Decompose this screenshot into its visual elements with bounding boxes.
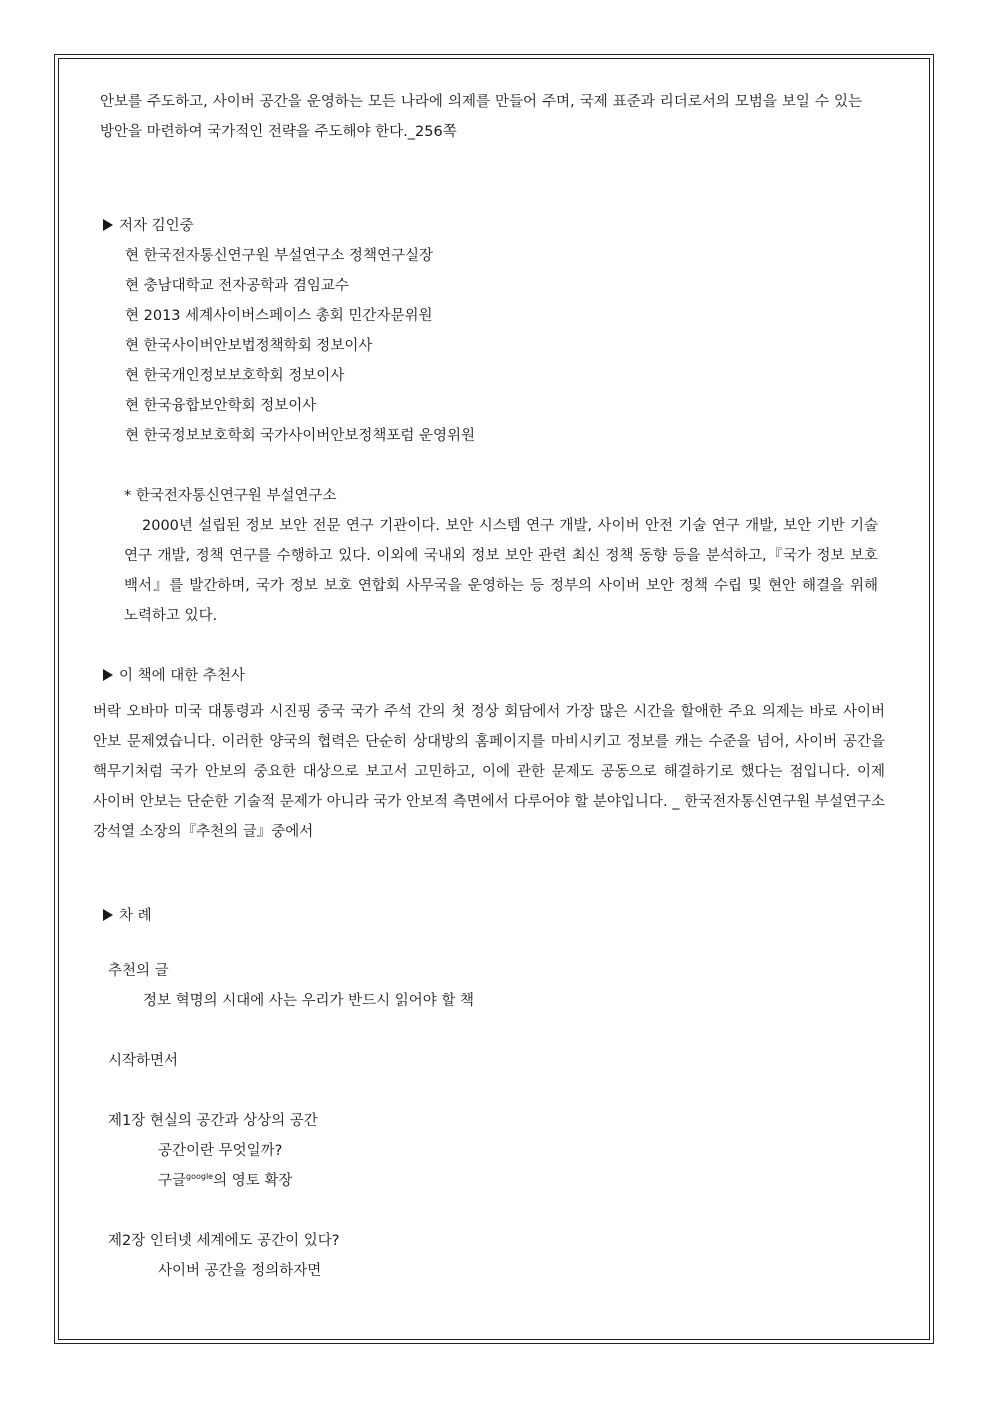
author-position: 현 한국사이버안보법정책학회 정보이사: [125, 338, 373, 354]
google-superscript: google: [186, 1172, 214, 1181]
institute-note-line: 연구 개발, 정책 연구를 수행하고 있다. 이외에 국내외 정보 보안 관련 최신 정책 동향 등을 분석하고,『국가 정보 보호: [124, 548, 878, 564]
institute-note-title: * 한국전자통신연구원 부설연구소: [124, 488, 337, 504]
author-position: 현 충남대학교 전자공학과 겸임교수: [125, 278, 349, 294]
toc-heading-text: 차 례: [119, 908, 152, 924]
institute-note-line: 노력하고 있다.: [124, 608, 218, 624]
recommendation-line: 핵무기처럼 국가 안보의 중요한 대상으로 보고서 고민하고, 이에 관한 문제도 공동으로 해결하기로 했다는 점입니다. 이제: [93, 764, 885, 780]
triangle-bullet-icon: [103, 909, 113, 921]
toc-heading: [103, 901, 152, 931]
author-position: 현 한국정보보호학회 국가사이버안보정책포럼 운영위원: [125, 428, 475, 444]
toc-item: [158, 1166, 292, 1196]
intro-line: 방안을 마련하여 국가적인 전략을 주도해야 한다._256쪽: [100, 124, 457, 140]
intro-paragraph: [100, 87, 862, 147]
toc-section-title: 시작하면서: [108, 1053, 179, 1069]
recommendation-line: 강석열 소장의『추천의 글』중에서: [93, 824, 314, 840]
author-position: 현 한국개인정보보호학회 정보이사: [125, 368, 345, 384]
toc-item: 사이버 공간을 정의하자면: [158, 1263, 322, 1279]
intro-line: 안보를 주도하고, 사이버 공간을 운영하는 모든 나라에 의제를 만들어 주며, 국제 표준과 리더로서의 모범을 보일 수 있는: [100, 94, 862, 110]
author-position: 현 한국전자통신연구원 부설연구소 정책연구실장: [125, 248, 433, 264]
recommendation-line: 안보 문제였습니다. 이러한 양국의 협력은 단순히 상대방의 홈페이지를 마비시키고 정보를 캐는 수준을 넘어, 사이버 공간을: [93, 734, 885, 750]
author-heading-text: 저자 김인중: [119, 218, 194, 234]
recommendation-line: 사이버 안보는 단순한 기술적 문제가 아니라 국가 안보적 측면에서 다루어야 할 분야입니다. _ 한국전자통신연구원 부설연구소: [93, 794, 885, 810]
toc-section-title: 제2장 인터넷 세계에도 공간이 있다?: [108, 1233, 340, 1249]
institute-note-line: 2000년 설립된 정보 보안 전문 연구 기관이다. 보안 시스템 연구 개발, 사이버 안전 기술 연구 개발, 보안 기반 기술: [142, 518, 878, 534]
institute-note-paragraph: [124, 511, 878, 631]
author-heading: [103, 211, 194, 241]
recommendation-paragraph: [93, 697, 885, 847]
recommendation-heading-text: 이 책에 대한 추천사: [119, 668, 245, 684]
toc-item-text: 의 영토 확장: [213, 1173, 293, 1189]
toc-section-title: 제1장 현실의 공간과 상상의 공간: [108, 1113, 318, 1129]
institute-note-line: 백서』를 발간하며, 국가 정보 보호 연합회 사무국을 운영하는 등 정부의 사이버 보안 정책 수립 및 현안 해결을 위해: [124, 578, 878, 594]
author-position: 현 한국융합보안학회 정보이사: [125, 398, 317, 414]
recommendation-line: 버락 오바마 미국 대통령과 시진핑 중국 국가 주석 간의 첫 정상 회담에서 가장 많은 시간을 할애한 주요 의제는 바로 사이버: [93, 704, 885, 720]
toc-item: 공간이란 무엇일까?: [158, 1143, 283, 1159]
toc-item-text: 구글: [158, 1173, 187, 1189]
toc-item: 정보 혁명의 시대에 사는 우리가 반드시 읽어야 할 책: [143, 993, 475, 1009]
triangle-bullet-icon: [103, 219, 113, 231]
triangle-bullet-icon: [103, 669, 113, 681]
toc-section-title: 추천의 글: [108, 963, 169, 979]
recommendation-heading: [103, 661, 245, 691]
author-position: 현 2013 세계사이버스페이스 총회 민간자문위원: [125, 308, 433, 324]
